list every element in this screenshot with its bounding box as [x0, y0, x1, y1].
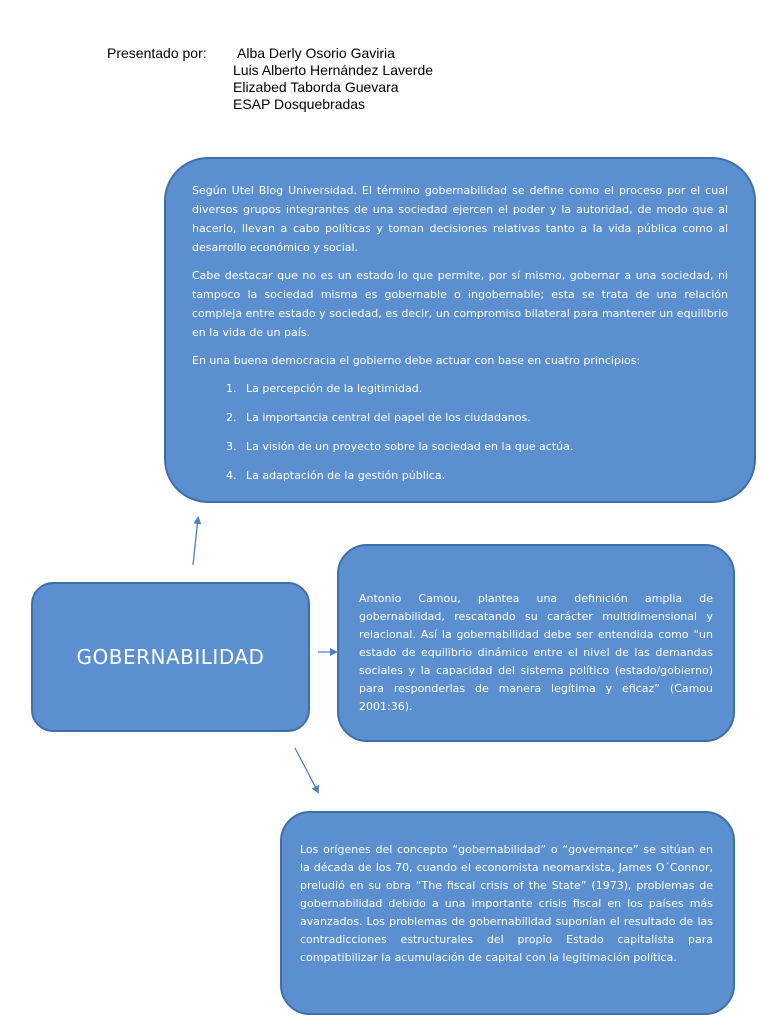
principle-item: 4. La adaptación de la gestión pública.	[240, 466, 728, 485]
definition-paragraph: Según Utel Blog Universidad. El término gobernabilidad se define como el proceso por el cual diversos grupos integrantes de una sociedad ejercen el poder y la autoridad, de modo que al hacerlo, llevan a cabo políticas y toman decisiones relativas tanto a la vida pública como al desarrollo económico y social.	[192, 184, 728, 254]
principle-item: 1. La percepción de la legitimidad.	[240, 379, 728, 398]
presented-by-label: Presentado por:	[107, 45, 207, 61]
origins-text: Los orígenes del concepto “gobernabilidad” o “governance” se sitúan en la década de los 70, cuando el economista neomarxista, James O´Connor, preludió en su obra “The fiscal crisis of the State” (1973), problemas de gobernabilidad debido a una importante crisis fiscal en los países más avanzados. Los problemas de gobernabilidad suponían el resultado de las contradicciones estructurales del propio Estado capitalista para compatibilizar la acumulación de capital con la legitimación política.	[300, 843, 713, 964]
definition-box	[164, 157, 756, 503]
presenters-list	[233, 45, 433, 113]
principle-item: 2. La importancia central del papel de los ciudadanos.	[240, 408, 728, 427]
arrow-down-to-origins	[295, 748, 318, 792]
central-concept-label: GOBERNABILIDAD	[76, 645, 265, 669]
camou-definition-box	[337, 544, 735, 742]
definition-paragraph: Cabe destacar que no es un estado lo que permite, por sí mismo, gobernar a una sociedad, ni tampoco la sociedad misma es gobernable o ingobernable; esta se trata de una relación compleja entre estado y sociedad, es decir, un compromiso bilateral para mantener un equilibrio en la vida de un país.	[192, 269, 728, 339]
principles-list	[192, 379, 728, 485]
camou-definition-text: Antonio Camou, plantea una definición amplia de gobernabilidad, rescatando su carácter multidimensional y relacional. Así la gobernabilidad debe ser entendida como “un estado de equilibrio dinámico entre el nivel de las demandas sociales y la capacidad del sistema político (estado/gobierno) para responderlas de manera legítima y eficaz” (Camou 2001:36).	[359, 592, 713, 713]
central-concept-node	[31, 582, 310, 732]
origins-box	[280, 811, 735, 1015]
arrow-up-to-definition	[193, 518, 198, 565]
presenter-institution: ESAP Dosquebradas	[233, 96, 366, 112]
presenter-name: Elizabed Taborda Guevara	[233, 79, 399, 95]
presenter-name: Alba Derly Osorio Gaviria	[237, 45, 395, 61]
presenter-name: Luis Alberto Hernández Laverde	[233, 62, 434, 78]
definition-paragraph: En una buena democracia el gobierno debe actuar con base en cuatro principios:	[192, 354, 641, 367]
principle-item: 3. La visión de un proyecto sobre la sociedad en la que actúa.	[240, 437, 728, 456]
